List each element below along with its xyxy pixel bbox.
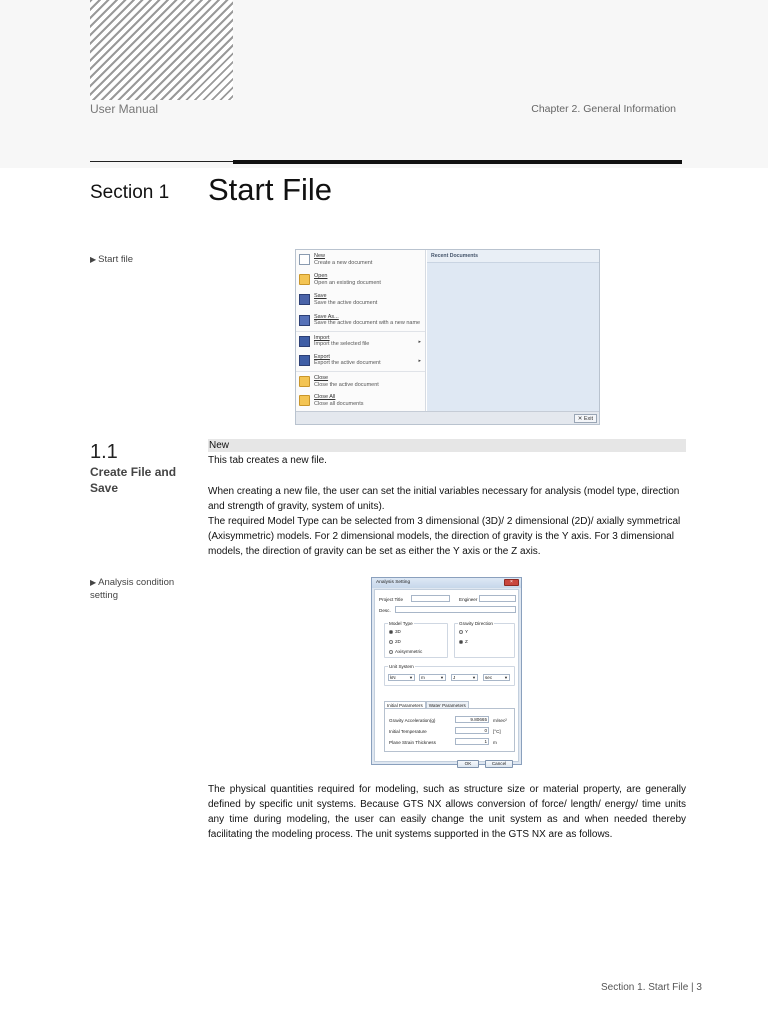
exit-label: Exit (583, 416, 593, 422)
radio-gravity-z[interactable] (459, 639, 468, 644)
radio-3d[interactable] (389, 629, 401, 634)
param-label: Initial Temperature (389, 729, 427, 734)
subsection-title: Create File and Save (90, 465, 177, 495)
dropdown-arrow-icon: ▼ (472, 675, 476, 680)
time-unit-select[interactable] (483, 674, 510, 681)
param-label: Gravity Acceleration(g) (389, 718, 436, 723)
select-value: J (453, 675, 456, 680)
radio-label: Axisymmetric (395, 649, 423, 654)
paragraph-model-type: The required Model Type can be selected from 3 dimensional (3D)/ 2 dimensional (2D)/ axially symmetrical (Axisymmetric) models. For 2 dimensional models, the direction of gravity is the Y axis. For 3 dimensional models, the direction of gravity can be set as either the Y axis or the Z axis. (208, 516, 681, 557)
dropdown-arrow-icon: ▼ (409, 675, 413, 680)
page-title: Start File (208, 172, 333, 207)
close-icon: ✕ (577, 416, 584, 422)
paragraph-intro: This tab creates a new file. (208, 455, 327, 466)
file-menu-screenshot (295, 249, 600, 425)
recent-documents-header: Recent Documents (427, 250, 599, 263)
param-unit: m (493, 740, 497, 745)
gravity-direction-label: Gravity Direction (459, 621, 493, 626)
menu-item-label: Save As... (314, 313, 339, 320)
radio-icon (459, 630, 463, 634)
menu-item-new[interactable] (296, 250, 425, 270)
select-value: sec (485, 675, 493, 680)
menu-item-label: Close All (314, 394, 336, 401)
header-rule-thick (233, 160, 682, 164)
menu-item-desc: Save the active document (314, 299, 378, 306)
radio-axisymmetric[interactable] (389, 649, 422, 654)
menu-item-label: Close (314, 375, 329, 382)
engineer-input[interactable] (479, 595, 516, 602)
header-chapter-title: Chapter 2. General Information (531, 103, 676, 115)
side-label-text: Analysis condition setting (90, 577, 175, 601)
import-icon (299, 336, 310, 347)
desc-label: Desc. (379, 608, 391, 613)
save-as-icon (299, 315, 310, 326)
menu-item-label: Import (314, 334, 330, 341)
menu-item-desc: Close all documents (314, 400, 364, 407)
initial-parameters-pane (384, 708, 515, 752)
side-label-text: Start file (98, 254, 134, 265)
menu-item-import[interactable] (296, 331, 425, 351)
gravity-acceleration-input[interactable]: 9.80665 (455, 716, 489, 723)
model-type-label: Model Type (389, 621, 413, 626)
radio-label: Y (465, 629, 469, 634)
header-rule-thin (90, 161, 235, 162)
dialog-title: Analysis Setting (372, 578, 521, 588)
menu-item-desc: Open an existing document (314, 279, 381, 286)
triangle-bullet-icon: ▶ (90, 255, 97, 264)
menu-item-save[interactable] (296, 290, 425, 310)
radio-label: Z (465, 639, 468, 644)
hatch-pattern-decoration (90, 0, 233, 100)
menu-item-open[interactable] (296, 270, 425, 290)
menu-item-desc: Close the active document (314, 381, 379, 388)
length-unit-select[interactable] (419, 674, 446, 681)
project-title-input[interactable] (411, 595, 450, 602)
menu-item-close[interactable] (296, 371, 425, 391)
export-icon (299, 355, 310, 366)
param-unit: m/sec² (493, 718, 507, 723)
analysis-setting-dialog (371, 577, 522, 765)
menu-item-label: Export (314, 353, 330, 360)
side-label-analysis (90, 576, 190, 602)
menu-item-desc: Save the active document with a new name (314, 320, 421, 327)
triangle-bullet-icon: ▶ (90, 578, 97, 587)
dropdown-arrow-icon: ▼ (440, 675, 444, 680)
menu-item-close-all[interactable] (296, 391, 425, 411)
new-document-icon (299, 254, 310, 265)
menu-item-desc: Import the selected file (314, 341, 370, 348)
unit-system-group (384, 666, 515, 686)
radio-icon (389, 640, 393, 644)
radio-selected-icon (389, 630, 393, 634)
radio-label: 2D (395, 639, 401, 644)
dialog-close-button[interactable] (504, 579, 519, 586)
exit-button[interactable] (574, 414, 597, 423)
side-label-start-file (90, 253, 133, 266)
open-folder-icon (299, 274, 310, 285)
param-unit: [°C] (493, 729, 501, 734)
project-title-label: Project Title (379, 597, 403, 602)
paragraph-unit-systems: The physical quantities required for modeling, such as structure size or material property, are generally defined by specific unit systems. Because GTS NX allows conversion of force/ length/ energy/ time units any time during modeling, the user can easily change the unit system as and when needed thereby facilitating the modeling process. The unit systems supported in the GTS NX are as follows. (208, 784, 686, 840)
dropdown-arrow-icon: ▼ (504, 675, 508, 680)
unit-system-label: Unit System (389, 664, 414, 669)
dialog-body (374, 589, 519, 766)
menu-item-export[interactable] (296, 351, 425, 371)
radio-2d[interactable] (389, 639, 401, 644)
menu-item-desc: Create a new document (314, 259, 373, 266)
tab-initial-parameters[interactable]: Initial Parameters (384, 701, 426, 709)
initial-temperature-input[interactable]: 0 (455, 727, 489, 734)
param-label: Plane Strain Thickness (389, 740, 436, 745)
radio-label: 3D (395, 629, 401, 634)
select-value: m (421, 675, 425, 680)
force-unit-select[interactable] (388, 674, 415, 681)
tab-water-parameters[interactable]: Water Parameters (426, 701, 469, 709)
new-heading-bar: New (208, 439, 686, 452)
desc-input[interactable] (395, 606, 516, 613)
energy-unit-select[interactable] (451, 674, 478, 681)
file-menu-list (296, 250, 426, 412)
radio-selected-icon (459, 640, 463, 644)
menu-item-label: New (314, 253, 326, 259)
gravity-direction-group (454, 623, 515, 658)
engineer-label: Engineer (459, 597, 478, 602)
close-all-folder-icon (299, 395, 310, 406)
close-folder-icon (299, 376, 310, 387)
header-manual-title: User Manual (90, 102, 159, 116)
plane-strain-thickness-input[interactable]: 1 (455, 738, 489, 745)
menu-item-desc: Export the active document (314, 360, 381, 367)
cancel-button[interactable]: Cancel (485, 760, 513, 768)
section-label: Section 1 (90, 182, 170, 203)
menu-item-label: Save (314, 293, 327, 300)
radio-gravity-y[interactable] (459, 629, 468, 634)
submenu-arrow-icon: ▸ (418, 357, 421, 364)
paragraph-initial-variables: When creating a new file, the user can set the initial variables necessary for analysis (model type, direction and strength of gravity, system of units). (208, 486, 680, 512)
menu-item-save-as[interactable] (296, 311, 425, 331)
subsection-number: 1.1 (90, 441, 118, 463)
page-footer: Section 1. Start File | 3 (601, 982, 702, 993)
submenu-arrow-icon: ▸ (418, 338, 421, 345)
menu-item-label: Open (314, 273, 328, 280)
save-icon (299, 294, 310, 305)
recent-documents-panel (427, 250, 599, 412)
ok-button[interactable]: OK (457, 760, 479, 768)
model-type-group (384, 623, 448, 658)
select-value: kN (390, 675, 396, 680)
file-menu-footer (296, 411, 599, 424)
close-icon: × (510, 579, 513, 585)
radio-icon (389, 650, 393, 654)
